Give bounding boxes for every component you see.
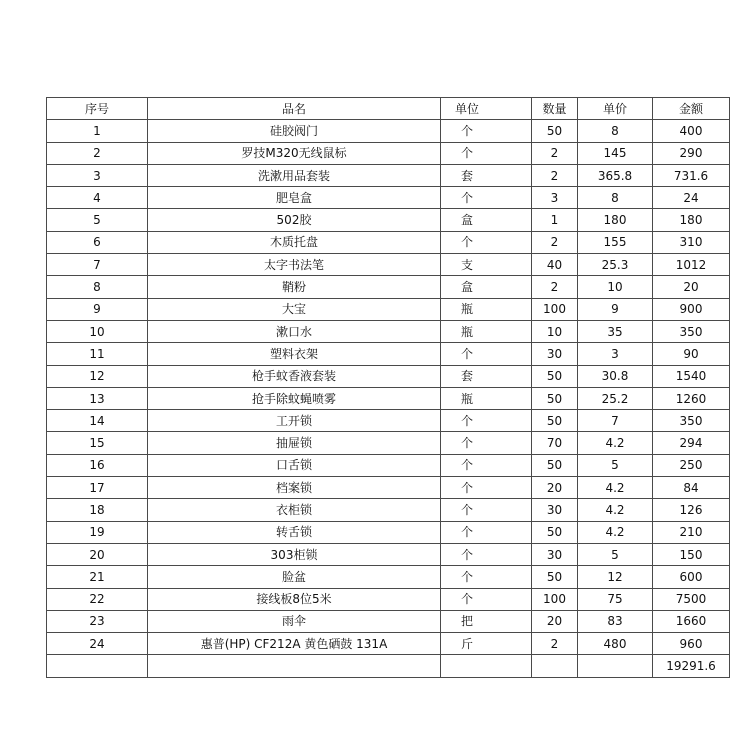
table-row	[47, 521, 730, 543]
table-row	[47, 164, 730, 186]
table-row	[47, 477, 730, 499]
table-row	[47, 120, 730, 142]
table-row	[47, 410, 730, 432]
cell-no: 12	[47, 365, 148, 387]
table-row	[47, 142, 730, 164]
cell-name: 502胶	[148, 209, 441, 231]
table-row	[47, 365, 730, 387]
cell-unit: 个	[441, 231, 532, 253]
cell-no: 23	[47, 610, 148, 632]
cell-name: 抢手除蚊蝇喷雾	[148, 387, 441, 409]
cell-amount: 1660	[653, 610, 730, 632]
cell-price: 35	[578, 320, 653, 342]
cell-unit: 盒	[441, 276, 532, 298]
cell-qty: 100	[532, 298, 578, 320]
cell-qty: 20	[532, 477, 578, 499]
table-row	[47, 499, 730, 521]
cell-qty: 50	[532, 365, 578, 387]
cell-unit: 个	[441, 521, 532, 543]
purchase-list-table	[46, 97, 730, 678]
total-no-cell	[47, 655, 148, 677]
cell-name: 雨伞	[148, 610, 441, 632]
cell-price: 30.8	[578, 365, 653, 387]
cell-no: 9	[47, 298, 148, 320]
cell-amount: 150	[653, 543, 730, 565]
cell-amount: 310	[653, 231, 730, 253]
cell-qty: 2	[532, 276, 578, 298]
total-row	[47, 655, 730, 677]
cell-price: 83	[578, 610, 653, 632]
table-row	[47, 633, 730, 655]
cell-unit: 把	[441, 610, 532, 632]
cell-name: 衣柜锁	[148, 499, 441, 521]
cell-name: 肥皂盒	[148, 187, 441, 209]
header-unit: 单位	[441, 98, 532, 120]
cell-no: 21	[47, 566, 148, 588]
cell-name: 塑料衣架	[148, 343, 441, 365]
cell-amount: 250	[653, 454, 730, 476]
cell-unit: 个	[441, 187, 532, 209]
cell-unit: 个	[441, 120, 532, 142]
cell-qty: 50	[532, 521, 578, 543]
total-amount-cell: 19291.6	[653, 655, 730, 677]
cell-amount: 210	[653, 521, 730, 543]
cell-qty: 2	[532, 231, 578, 253]
cell-qty: 50	[532, 120, 578, 142]
header-price: 单价	[578, 98, 653, 120]
cell-qty: 30	[532, 543, 578, 565]
cell-unit: 盒	[441, 209, 532, 231]
cell-no: 2	[47, 142, 148, 164]
header-name: 品名	[148, 98, 441, 120]
header-qty: 数量	[532, 98, 578, 120]
cell-name: 303柜锁	[148, 543, 441, 565]
table-row	[47, 320, 730, 342]
table-row	[47, 566, 730, 588]
cell-name: 洗漱用品套装	[148, 164, 441, 186]
cell-no: 17	[47, 477, 148, 499]
cell-name: 硅胶阀门	[148, 120, 441, 142]
cell-name: 口舌锁	[148, 454, 441, 476]
cell-price: 145	[578, 142, 653, 164]
cell-price: 12	[578, 566, 653, 588]
cell-no: 13	[47, 387, 148, 409]
cell-unit: 个	[441, 343, 532, 365]
table-row	[47, 209, 730, 231]
cell-no: 18	[47, 499, 148, 521]
cell-unit: 个	[441, 566, 532, 588]
cell-qty: 100	[532, 588, 578, 610]
cell-no: 22	[47, 588, 148, 610]
cell-unit: 个	[441, 477, 532, 499]
cell-price: 25.3	[578, 254, 653, 276]
table-row	[47, 187, 730, 209]
cell-no: 15	[47, 432, 148, 454]
cell-unit: 个	[441, 543, 532, 565]
cell-name: 接线板8位5米	[148, 588, 441, 610]
header-no: 序号	[47, 98, 148, 120]
cell-qty: 2	[532, 633, 578, 655]
cell-qty: 30	[532, 343, 578, 365]
cell-no: 14	[47, 410, 148, 432]
cell-amount: 20	[653, 276, 730, 298]
cell-price: 10	[578, 276, 653, 298]
cell-qty: 20	[532, 610, 578, 632]
cell-price: 9	[578, 298, 653, 320]
cell-unit: 个	[441, 410, 532, 432]
cell-price: 8	[578, 120, 653, 142]
table-row	[47, 543, 730, 565]
cell-name: 脸盆	[148, 566, 441, 588]
cell-price: 4.2	[578, 432, 653, 454]
cell-unit: 套	[441, 365, 532, 387]
cell-name: 太字书法笔	[148, 254, 441, 276]
cell-unit: 瓶	[441, 387, 532, 409]
cell-qty: 50	[532, 454, 578, 476]
cell-name: 罗技M320无线鼠标	[148, 142, 441, 164]
cell-price: 3	[578, 343, 653, 365]
cell-price: 480	[578, 633, 653, 655]
cell-qty: 70	[532, 432, 578, 454]
cell-amount: 294	[653, 432, 730, 454]
cell-no: 7	[47, 254, 148, 276]
cell-qty: 50	[532, 410, 578, 432]
table-row	[47, 610, 730, 632]
cell-no: 10	[47, 320, 148, 342]
cell-name: 档案锁	[148, 477, 441, 499]
total-price-cell	[578, 655, 653, 677]
cell-qty: 40	[532, 254, 578, 276]
table-row	[47, 276, 730, 298]
cell-amount: 180	[653, 209, 730, 231]
cell-qty: 50	[532, 387, 578, 409]
cell-amount: 90	[653, 343, 730, 365]
cell-amount: 1012	[653, 254, 730, 276]
cell-qty: 2	[532, 142, 578, 164]
cell-name: 鞘粉	[148, 276, 441, 298]
cell-price: 180	[578, 209, 653, 231]
cell-qty: 2	[532, 164, 578, 186]
cell-amount: 731.6	[653, 164, 730, 186]
cell-qty: 3	[532, 187, 578, 209]
cell-no: 24	[47, 633, 148, 655]
cell-price: 8	[578, 187, 653, 209]
cell-no: 1	[47, 120, 148, 142]
header-amount: 金额	[653, 98, 730, 120]
total-qty-cell	[532, 655, 578, 677]
cell-amount: 350	[653, 410, 730, 432]
cell-name: 抽屉锁	[148, 432, 441, 454]
cell-unit: 斤	[441, 633, 532, 655]
cell-price: 75	[578, 588, 653, 610]
cell-unit: 个	[441, 142, 532, 164]
table-row	[47, 432, 730, 454]
cell-amount: 7500	[653, 588, 730, 610]
cell-no: 20	[47, 543, 148, 565]
total-unit-cell	[441, 655, 532, 677]
cell-unit: 套	[441, 164, 532, 186]
cell-price: 365.8	[578, 164, 653, 186]
cell-price: 5	[578, 543, 653, 565]
cell-price: 4.2	[578, 477, 653, 499]
cell-price: 4.2	[578, 499, 653, 521]
table-row	[47, 231, 730, 253]
cell-unit: 个	[441, 499, 532, 521]
cell-name: 惠普(HP) CF212A 黄色硒鼓 131A	[148, 633, 441, 655]
cell-name: 工开锁	[148, 410, 441, 432]
cell-price: 155	[578, 231, 653, 253]
table-row	[47, 454, 730, 476]
cell-unit: 瓶	[441, 298, 532, 320]
cell-amount: 84	[653, 477, 730, 499]
cell-name: 枪手蚊香液套装	[148, 365, 441, 387]
cell-price: 4.2	[578, 521, 653, 543]
cell-amount: 600	[653, 566, 730, 588]
cell-no: 6	[47, 231, 148, 253]
cell-qty: 50	[532, 566, 578, 588]
cell-no: 19	[47, 521, 148, 543]
cell-amount: 350	[653, 320, 730, 342]
cell-price: 7	[578, 410, 653, 432]
cell-unit: 个	[441, 432, 532, 454]
cell-no: 11	[47, 343, 148, 365]
table-row	[47, 588, 730, 610]
cell-name: 漱口水	[148, 320, 441, 342]
cell-name: 转舌锁	[148, 521, 441, 543]
cell-amount: 24	[653, 187, 730, 209]
table-header-row	[47, 98, 730, 120]
cell-no: 3	[47, 164, 148, 186]
cell-qty: 10	[532, 320, 578, 342]
table-row	[47, 298, 730, 320]
cell-name: 木质托盘	[148, 231, 441, 253]
cell-name: 大宝	[148, 298, 441, 320]
cell-amount: 1260	[653, 387, 730, 409]
table-body	[47, 120, 730, 655]
table-row	[47, 343, 730, 365]
table-row	[47, 387, 730, 409]
cell-no: 8	[47, 276, 148, 298]
cell-unit: 个	[441, 588, 532, 610]
cell-amount: 400	[653, 120, 730, 142]
cell-unit: 个	[441, 454, 532, 476]
cell-amount: 290	[653, 142, 730, 164]
cell-amount: 900	[653, 298, 730, 320]
cell-amount: 126	[653, 499, 730, 521]
table-row	[47, 254, 730, 276]
cell-unit: 支	[441, 254, 532, 276]
cell-amount: 960	[653, 633, 730, 655]
cell-price: 25.2	[578, 387, 653, 409]
total-name-cell	[148, 655, 441, 677]
cell-unit: 瓶	[441, 320, 532, 342]
cell-qty: 30	[532, 499, 578, 521]
cell-no: 16	[47, 454, 148, 476]
cell-no: 5	[47, 209, 148, 231]
cell-amount: 1540	[653, 365, 730, 387]
cell-price: 5	[578, 454, 653, 476]
cell-no: 4	[47, 187, 148, 209]
cell-qty: 1	[532, 209, 578, 231]
